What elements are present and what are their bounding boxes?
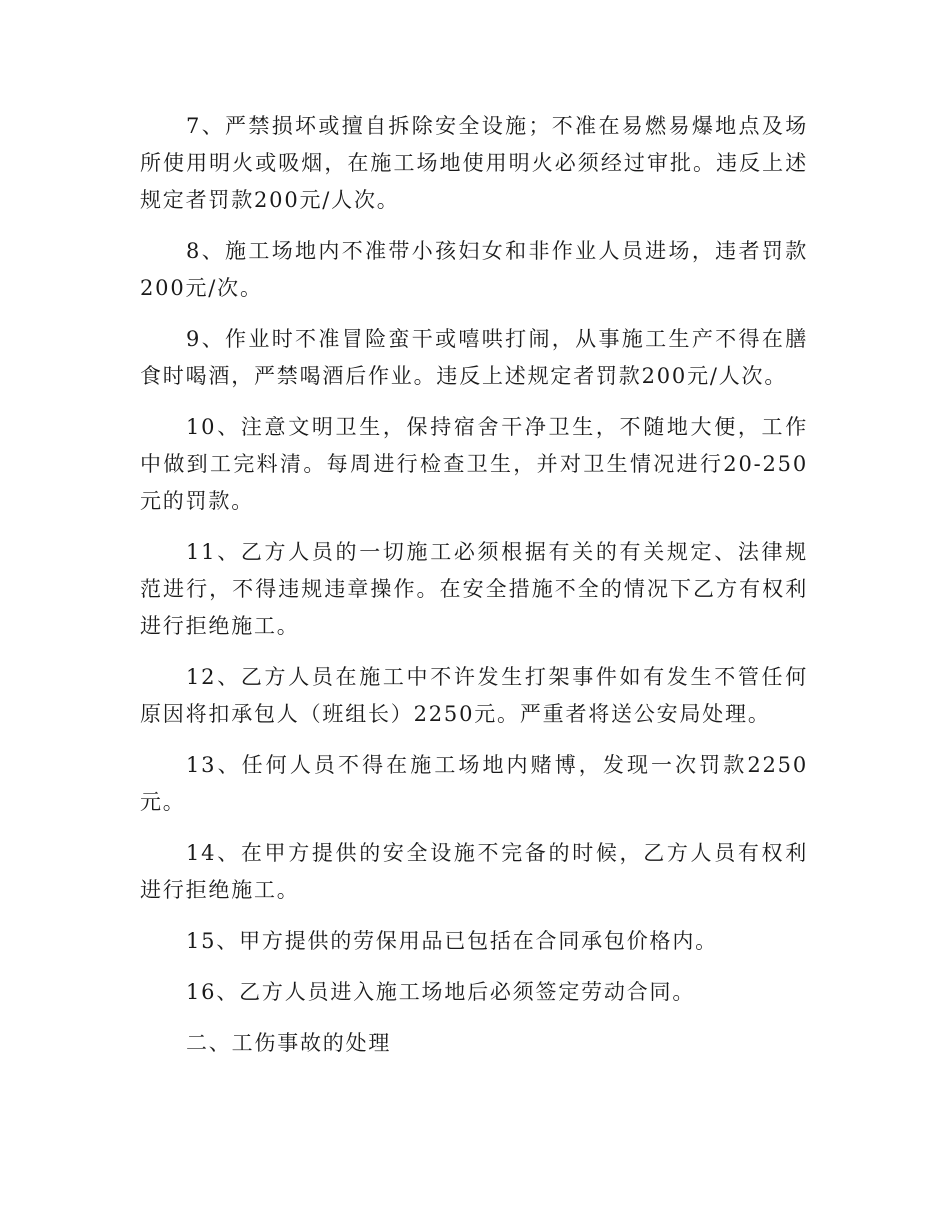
clause-8: 8、施工场地内不准带小孩妇女和非作业人员进场，违者罚款200元/次。 xyxy=(140,239,808,300)
clause-10: 10、注意文明卫生，保持宿舍干净卫生，不随地大便，工作中做到工完料清。每周进行检查卫生，并对卫生情况进行20-250元的罚款。 xyxy=(140,415,808,513)
clause-7: 7、严禁损坏或擅自拆除安全设施；不准在易燃易爆地点及场所使用明火或吸烟，在施工场地使用明火必须经过审批。违反上述规定者罚款200元/人次。 xyxy=(140,114,808,212)
clause-9: 9、作业时不准冒险蛮干或嘻哄打闹，从事施工生产不得在膳食时喝酒，严禁喝酒后作业。违反上述规定者罚款200元/人次。 xyxy=(140,327,808,388)
document-page xyxy=(140,108,808,1076)
clause-14: 14、在甲方提供的安全设施不完备的时候，乙方人员有权利进行拒绝施工。 xyxy=(140,841,808,902)
clause-16: 16、乙方人员进入施工场地后必须签定劳动合同。 xyxy=(186,980,696,1004)
clause-13: 13、任何人员不得在施工场地内赌博，发现一次罚款2250元。 xyxy=(140,753,808,814)
clause-15: 15、甲方提供的劳保用品已包括在合同承包价格内。 xyxy=(186,929,718,953)
section-heading: 二、工伤事故的处理 xyxy=(186,1031,392,1055)
clause-12: 12、乙方人员在施工中不许发生打架事件如有发生不管任何原因将扣承包人（班组长）2250元。严重者将送公安局处理。 xyxy=(140,665,808,726)
clause-11: 11、乙方人员的一切施工必须根据有关的有关规定、法律规范进行，不得违规违章操作。在安全措施不全的情况下乙方有权利进行拒绝施工。 xyxy=(140,540,808,638)
